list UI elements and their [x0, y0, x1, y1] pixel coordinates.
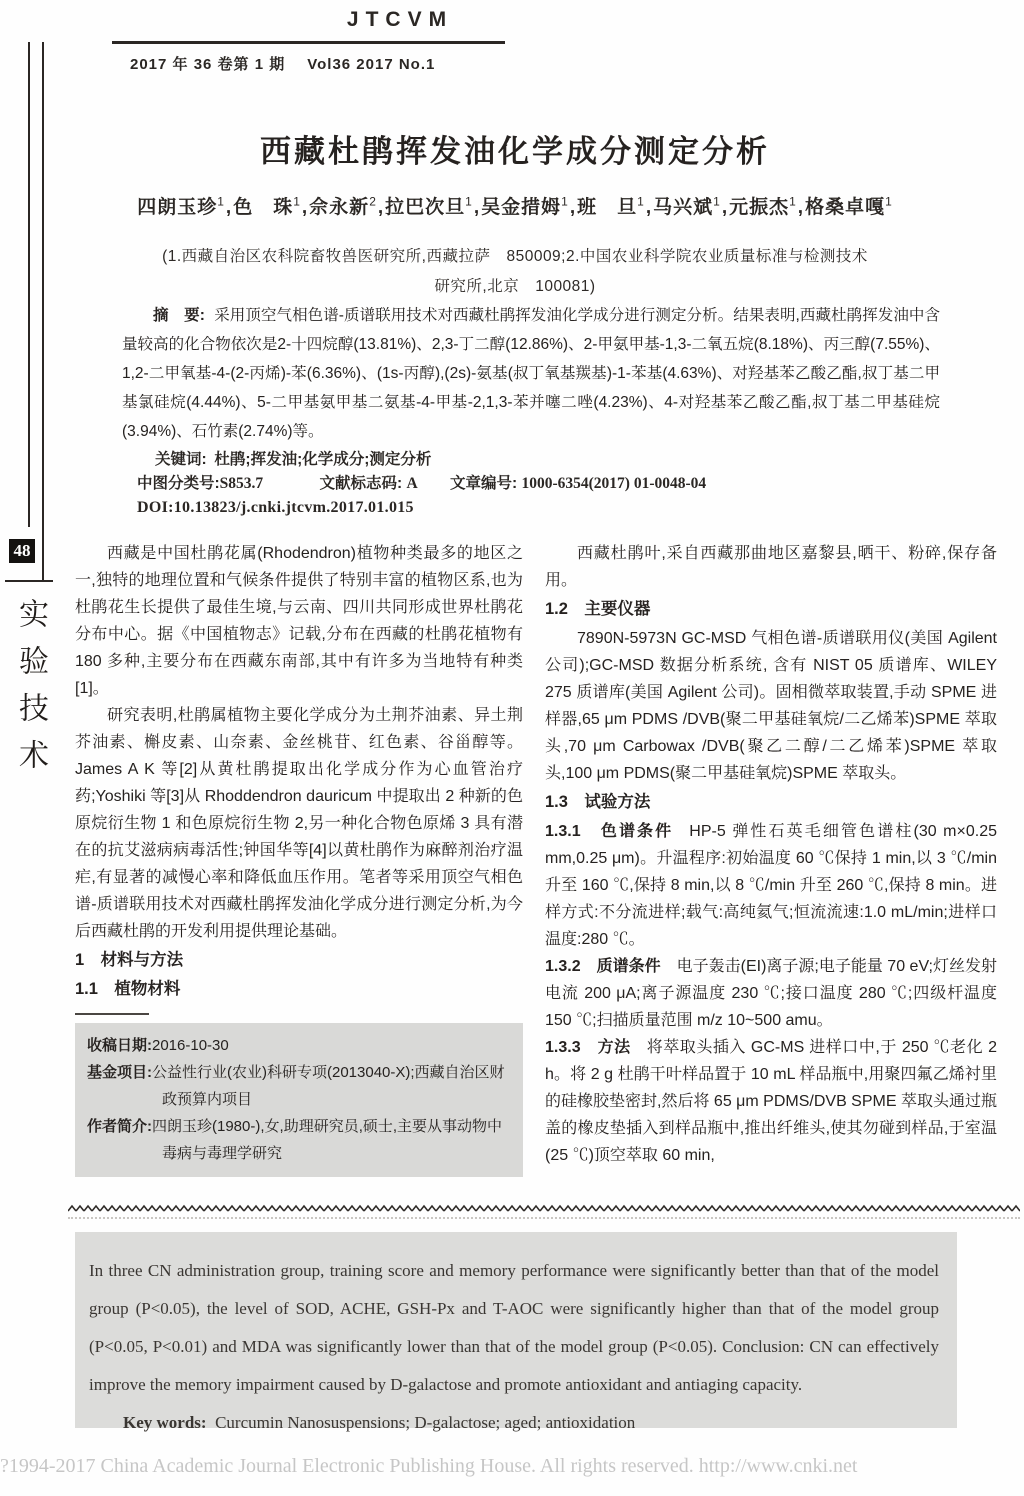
section-1-3-3-text: 将萃取头插入 GC-MS 进样口中,于 250 ℃老化 2 h。将 2 g 杜鹃干叶样品置于 10 mL 样品瓶中,用聚四氟乙烯衬里的硅橡胶垫密封,然后将 65 μm PDMS/DVB SPME 萃取头通过瓶盖的橡皮垫插入到样品瓶中,推出纤维头,使其勿碰到样品,于室温(25 ℃)顶空萃取 60 min,	[545, 1039, 997, 1164]
section-heading-1-1: 1.1 植物材料	[75, 980, 181, 998]
journal-masthead: JTCVM	[346, 8, 454, 31]
section-heading-1: 1 材料与方法	[75, 951, 184, 969]
english-keywords-text: Curcumin Nanosuspensions; D-galactose; aged; antioxidation	[215, 1413, 636, 1432]
author: 佘永新$^2$,	[309, 194, 385, 218]
section-1-3-1-lead: 1.3.1 色谱条件	[545, 823, 674, 840]
article-id-value: 1000-6354(2017) 01-0048-04	[521, 475, 707, 492]
affiliation-line-1: (1.西藏自治区农科院畜牧兽医研究所,西藏拉萨 850009;2.中国农业科学院农业质量标准与检测技术	[162, 248, 868, 265]
author: 格桑卓嘎$^1$	[805, 194, 893, 218]
authors-line	[75, 192, 955, 219]
footnote-received-value: 2016-10-30	[152, 1037, 229, 1054]
section-1-3-2	[545, 953, 997, 1034]
section-heading-1-2: 1.2 主要仪器	[545, 600, 651, 618]
section-1-3-1	[545, 818, 997, 953]
body-paragraph-1: 西藏是中国杜鹃花属(Rhodendron)植物种类最多的地区之一,独特的地理位置和气候条件提供了特别丰富的植物区系,也为杜鹃花生长提供了最佳生境,与云南、四川共同形成世界杜鹃花分布中心。据《中国植物志》记载,分布在西藏的杜鹃花植物有 180 多种,主要分布在西藏东南部,其中有许多为当地特有种类[1]。	[75, 545, 523, 697]
wavy-separator	[68, 1204, 1020, 1213]
abstract-label: 摘 要:	[153, 307, 205, 324]
affiliation-line-2: 研究所,北京 100081)	[434, 278, 596, 295]
footnote-bio-label: 作者简介:	[87, 1118, 152, 1135]
keywords-label: 关键词:	[155, 451, 207, 468]
doc-code-label: 文献标志码:	[319, 475, 403, 492]
section-1-3-2-lead: 1.3.2 质谱条件	[545, 958, 661, 975]
section-label-vertical: 实验技术	[13, 598, 48, 786]
page-number-badge: 48	[9, 539, 35, 563]
copyright-footer: ?1994-2017 China Academic Journal Electronic Publishing House. All rights reserved. http://www.cnki.net	[0, 1455, 858, 1477]
english-keywords-line	[89, 1404, 939, 1442]
abstract-text: 采用顶空气相色谱-质谱联用技术对西藏杜鹃挥发油化学成分进行测定分析。结果表明,西藏杜鹃挥发油中含量较高的化合物依次是2-十四烷醇(13.81%)、2,3-丁二醇(12.86%)、2-甲氨甲基-1,3-二氧五烷(8.18%)、丙三醇(7.55%)、1,2-二甲氧基-4-(2-丙烯)-苯(6.36%)、(1s-丙醇),(2s)-氨基(叔丁氧基羰基)-1-苯基(4.63%)、对羟基苯乙酸乙酯,叔丁基二甲基氯硅烷(4.44%)、5-二甲基氨甲基二氨基-4-甲基-2,1,3-苯并噻二唑(4.23%)、4-对羟基苯乙酸乙酯,叔丁基二甲基硅烷(3.94%)、石竹素(2.74%)等。	[122, 307, 940, 440]
clc-value: S853.7	[219, 475, 264, 492]
footnote-fund-value: 公益性行业(农业)科研专项(2013040-X);西藏自治区财政预算内项目	[152, 1064, 505, 1108]
footnote-received	[87, 1032, 513, 1059]
doc-code-value: A	[406, 475, 418, 492]
author: 班 旦$^1$,	[577, 194, 653, 218]
footnote-fund	[87, 1059, 513, 1113]
issue-info-en: Vol36 2017 No.1	[307, 56, 436, 73]
keywords-text: 杜鹃;挥发油;化学成分;测定分析	[214, 451, 432, 468]
body-paragraph-2: 研究表明,杜鹃属植物主要化学成分为土荆芥油素、异土荆芥油素、槲皮素、山奈素、金丝桃苷、红色素、谷甾醇等。James A K 等[2]从黄杜鹃提取出化学成分作为心血管治疗药;Yoshiki 等[3]从 Rhoddendron dauricum 中提取出 2 种新的色原烷衍生物 1 和色原烷衍生物 2,另一种化合物色原烯 3 具有潜在的抗艾滋病病毒活性;钟国华等[4]以黄杜鹃作为麻醉剂治疗温疟,有显著的减慢心率和降低血压作用。笔者等采用顶空气相色谱-质谱联用技术对西藏杜鹃挥发油化学成分进行测定分析,为今后西藏杜鹃的开发利用提供理论基础。	[75, 707, 523, 940]
issue-info	[130, 53, 435, 74]
issue-info-cn: 2017 年 36 卷第 1 期	[130, 56, 286, 73]
footnote-fund-label: 基金项目:	[87, 1064, 152, 1081]
author: 吴金措姆$^1$,	[481, 194, 577, 218]
masthead-rule	[112, 41, 505, 44]
footnote-bio	[87, 1113, 513, 1167]
section-1-3-2-text: 电子轰击(EI)离子源;电子能量 70 eV;灯丝发射电流 200 μA;离子源温度 230 ℃;接口温度 280 ℃;四级杆温度 150 ℃;扫描质量范围 m/z 10~500 amu。	[545, 958, 997, 1029]
instruments-paragraph: 7890N-5973N GC-MSD 气相色谱-质谱联用仪(美国 Agilent 公司);GC-MSD 数据分析系统, 含有 NIST 05 质谱库、WILEY 275 质谱库(美国 Agilent 公司)。固相微萃取装置,手动 SPME 进样器,65 μm PDMS /DVB(聚二甲基硅氧烷/二乙烯苯)SPME 萃取头,70 μm Carbowax /DVB(聚乙二醇/二乙烯苯)SPME 萃取头,100 μm PDMS(聚二甲基硅氧烷)SPME 萃取头。	[545, 630, 997, 782]
margin-rule-outer	[42, 42, 44, 580]
classification-line	[137, 471, 947, 493]
clc-label: 中图分类号:	[137, 475, 220, 492]
author: 拉巴次旦$^1$,	[385, 194, 481, 218]
right-column	[545, 540, 997, 1169]
article-title: 西藏杜鹃挥发油化学成分测定分析	[260, 134, 770, 169]
english-abstract-text: In three CN administration group, training score and memory performance were significantly better than that of the model group (P<0.05), the level of SOD, ACHE, GSH-Px and T-AOC were significantly higher than that of the model group (P<0.05, P<0.01) and MDA was significantly lower than that of the model group (P<0.05). Conclusion: CN can effectively improve the memory impairment caused by D-galactose and promote antioxidant and antiaging capacity.	[89, 1261, 939, 1394]
margin-rule-inner	[28, 42, 30, 527]
section-1-3-1-text: HP-5 弹性石英毛细管色谱柱(30 m×0.25 mm,0.25 μm)。升温程序:初始温度 60 ℃保持 1 min,以 3 ℃/min 升至 160 ℃,保持 8 min,以 8 ℃/min 升至 260 ℃,保持 8 min。进样方式:不分流进样;载气:高纯氦气;恒流流速:1.0 mL/min;进样口温度:280 ℃。	[545, 823, 997, 948]
clc-item	[137, 475, 263, 492]
doc-code-item	[319, 475, 417, 492]
english-keywords-label: Key words:	[123, 1413, 207, 1432]
sidebar-rule	[5, 580, 53, 582]
footnote-box	[75, 1023, 523, 1177]
author: 马兴斌$^1$,	[653, 194, 729, 218]
author: 元振杰$^1$,	[729, 194, 805, 218]
footnote-received-label: 收稿日期:	[87, 1037, 152, 1054]
section-heading-1-3: 1.3 试验方法	[545, 793, 651, 811]
author: 色 珠$^1$,	[233, 194, 309, 218]
footnote-bio-value: 四朗玉珍(1980-),女,助理研究员,硕士,主要从事动物中毒病与毒理学研究	[152, 1118, 503, 1162]
keywords-line	[155, 447, 431, 469]
abstract-paragraph	[122, 301, 940, 446]
article-id-item	[450, 475, 706, 492]
plant-material-paragraph: 西藏杜鹃叶,采自西藏那曲地区嘉黎县,晒干、粉碎,保存备用。	[545, 545, 997, 589]
english-abstract-box	[75, 1232, 957, 1432]
section-1-3-3	[545, 1034, 997, 1169]
footnote-rule	[75, 1013, 149, 1015]
dotted-separator	[68, 1217, 1020, 1219]
article-id-label: 文章编号:	[449, 475, 518, 492]
author: 四朗玉珍$^1$,	[137, 194, 233, 218]
doi-line: DOI:10.13823/j.cnki.jtcvm.2017.01.015	[137, 499, 414, 516]
section-1-3-3-lead: 1.3.3 方法	[545, 1039, 631, 1056]
left-column	[75, 540, 523, 1177]
